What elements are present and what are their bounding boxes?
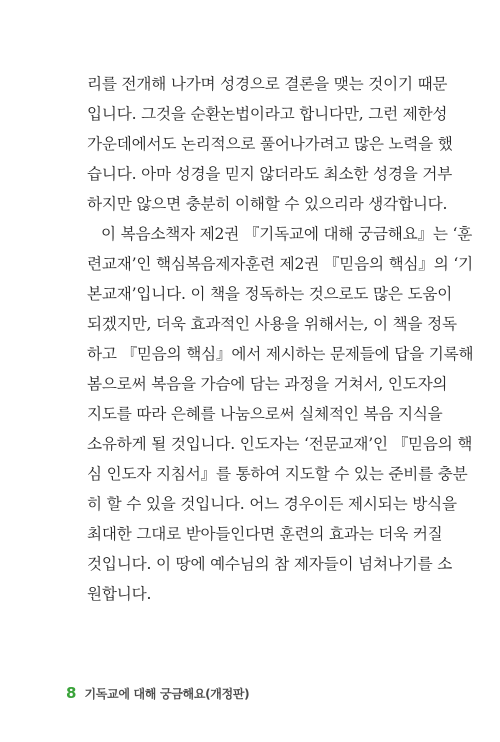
text-line: 리를 전개해 나가며 성경으로 결론을 맺는 것이기 때문: [87, 75, 448, 93]
text-line: 입니다. 그것을 순환논법이라고 합니다만, 그런 제한성: [87, 105, 448, 123]
text-line: 봄으로써 복음을 가슴에 담는 과정을 거쳐서, 인도자의: [87, 375, 448, 393]
text-line: 련교재’인 핵심복음제자훈련 제2권 『믿음의 핵심』의 ‘기: [87, 255, 473, 273]
text-line: 습니다. 아마 성경을 믿지 않더라도 최소한 성경을 거부: [87, 165, 453, 183]
text-line: 하지만 않으면 충분히 이해할 수 있으리라 생각합니다.: [87, 195, 448, 213]
text-line: 되겠지만, 더욱 효과적인 사용을 위해서는, 이 책을 정독: [87, 315, 457, 333]
text-line: 히 할 수 있을 것입니다. 어느 경우이든 제시되는 방식을: [87, 495, 457, 513]
running-title: 기독교에 대해 궁금해요(개정판): [84, 687, 250, 701]
text-line: 본교재’입니다. 이 책을 정독하는 것으로도 많은 도움이: [87, 285, 453, 303]
page-footer: [66, 684, 249, 704]
text-line: 가운데에서도 논리적으로 풀어나가려고 많은 노력을 했: [87, 135, 453, 153]
text-line: 심 인도자 지침서』를 통하여 지도할 수 있는 준비를 충분: [87, 465, 468, 483]
text-line: 지도를 따라 은혜를 나눔으로써 실체적인 복음 지식을: [87, 405, 443, 423]
text-line: 원합니다.: [87, 585, 152, 603]
text-line-paragraph-start: 이 복음소책자 제2권 『기독교에 대해 궁금해요』는 ‘훈: [101, 225, 473, 243]
text-line: 최대한 그대로 받아들인다면 훈련의 효과는 더욱 커질: [87, 525, 443, 543]
page-number: 8: [66, 684, 77, 702]
text-line: 것입니다. 이 땅에 예수님의 참 제자들이 넘쳐나기를 소: [87, 555, 453, 573]
text-line: 소유하게 될 것입니다. 인도자는 ‘전문교재’인 『믿음의 핵: [87, 435, 473, 453]
text-line: 하고 『믿음의 핵심』에서 제시하는 문제들에 답을 기록해: [87, 345, 474, 363]
